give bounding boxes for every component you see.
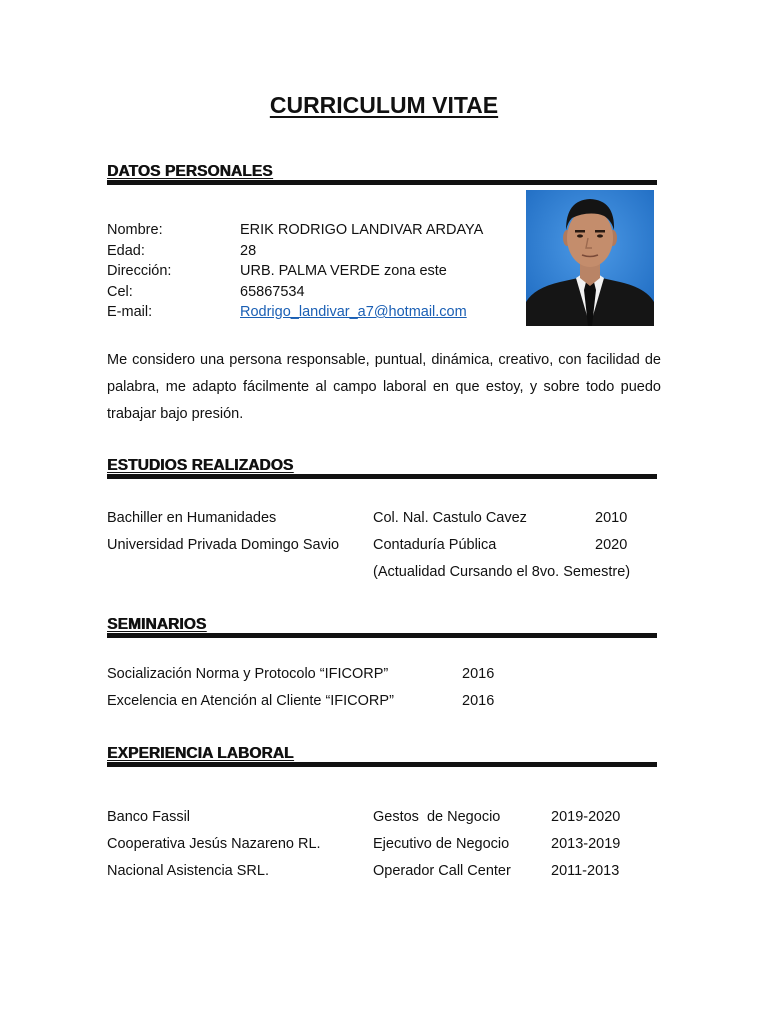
seminar-year: 2016 xyxy=(462,666,495,682)
section-studies-header xyxy=(107,457,657,479)
section-rule xyxy=(107,762,657,767)
field-value-age: 28 xyxy=(240,243,257,259)
seminar-name: Socialización Norma y Protocolo “IFICORP” xyxy=(107,666,389,682)
study-year: 2010 xyxy=(595,510,628,526)
experience-period: 2013-2019 xyxy=(551,836,621,852)
field-label-name: Nombre: xyxy=(107,222,163,238)
section-rule xyxy=(107,474,657,479)
experience-position: Gestos de Negocio xyxy=(373,809,501,825)
experience-position: Operador Call Center xyxy=(373,863,511,879)
field-value-address: URB. PALMA VERDE zona este xyxy=(240,263,447,279)
study-degree: Bachiller en Humanidades xyxy=(107,510,277,526)
experience-company: Banco Fassil xyxy=(107,809,191,825)
experience-company: Nacional Asistencia SRL. xyxy=(107,863,269,879)
field-label-address: Dirección: xyxy=(107,263,172,279)
field-value-phone: 65867534 xyxy=(240,284,305,300)
section-heading: ESTUDIOS REALIZADOS xyxy=(107,457,294,474)
study-note: (Actualidad Cursando el 8vo. Semestre) xyxy=(373,564,631,580)
study-institution: Contaduría Pública xyxy=(373,537,497,553)
study-year: 2020 xyxy=(595,537,628,553)
section-seminars-header xyxy=(107,616,657,638)
field-label-phone: Cel: xyxy=(107,284,133,300)
section-rule xyxy=(107,633,657,638)
field-label-email: E-mail: xyxy=(107,304,153,320)
experience-position: Ejecutivo de Negocio xyxy=(373,836,510,852)
section-heading: DATOS PERSONALES xyxy=(107,163,273,180)
section-rule xyxy=(107,180,657,185)
field-label-age: Edad: xyxy=(107,243,145,259)
document-title: CURRICULUM VITAE xyxy=(269,92,499,118)
study-degree: Universidad Privada Domingo Savio xyxy=(107,537,340,553)
field-value-name: ERIK RODRIGO LANDIVAR ARDAYA xyxy=(240,222,484,238)
section-experience-header xyxy=(107,745,657,767)
study-institution: Col. Nal. Castulo Cavez xyxy=(373,510,527,526)
email-link[interactable]: Rodrigo_landivar_a7@hotmail.com xyxy=(240,304,467,320)
section-personal-header xyxy=(107,163,657,185)
experience-period: 2019-2020 xyxy=(551,809,621,825)
section-heading: EXPERIENCIA LABORAL xyxy=(107,745,294,762)
section-heading: SEMINARIOS xyxy=(107,616,207,633)
seminar-name: Excelencia en Atención al Cliente “IFICORP” xyxy=(107,693,394,709)
portrait-photo-icon xyxy=(526,190,654,326)
seminar-year: 2016 xyxy=(462,693,495,709)
experience-company: Cooperativa Jesús Nazareno RL. xyxy=(107,836,321,852)
profile-summary: Me considero una persona responsable, puntual, dinámica, creativo, con facilidad de palabra, me adapto fácilmente al campo laboral en que estoy, y sobre todo puedo trabajar bajo presión. xyxy=(107,352,661,422)
experience-period: 2011-2013 xyxy=(551,863,620,879)
